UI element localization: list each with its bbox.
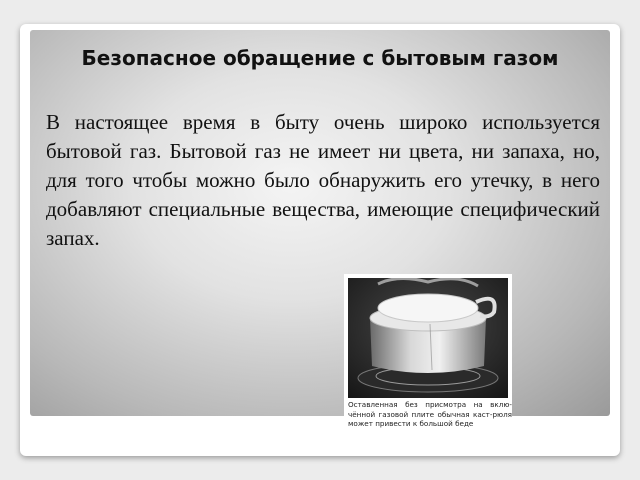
pot-on-stove-photo	[348, 278, 508, 398]
figure-caption: Оставленная без присмотра на вклю-чённой газовой плите обычная каст-рюля может привести к большой беде	[348, 400, 512, 429]
pot-lid	[378, 294, 478, 322]
slide-body-text: В настоящее время в быту очень широко используется бытовой газ. Бытовой газ не имеет ни цвета, ни запаха, но, для того чтобы можно было обнаружить его утечку, в него добавляют специальные вещества, имеющие специфический запах.	[46, 110, 600, 250]
slide-title: Безопасное обращение с бытовым газом	[81, 46, 559, 70]
